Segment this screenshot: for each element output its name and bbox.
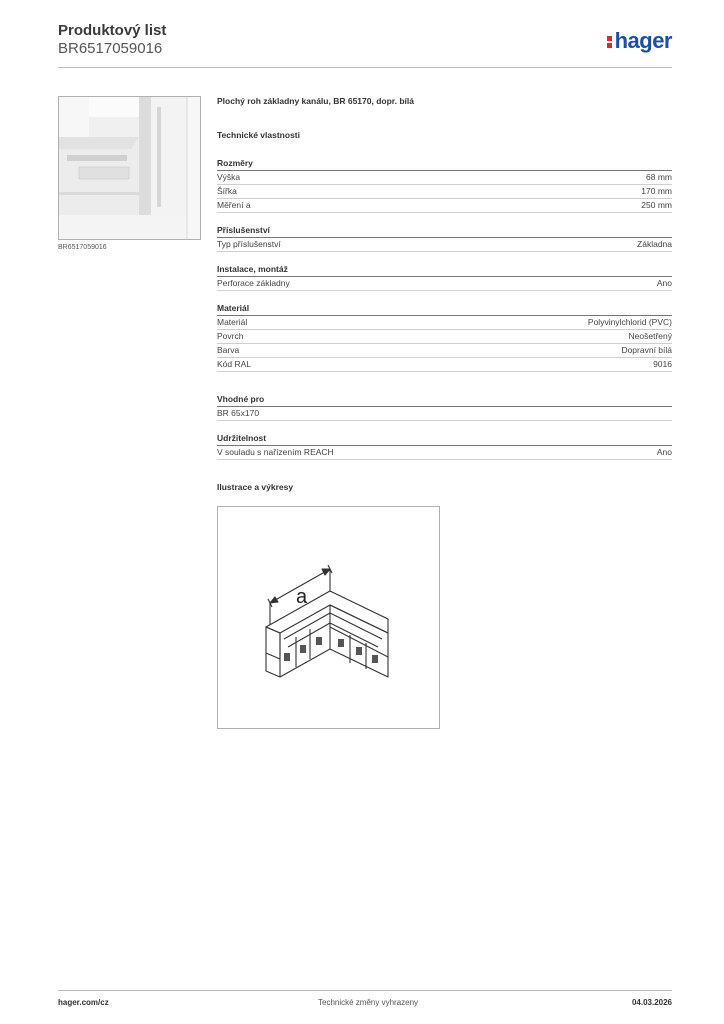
spec-label: Perforace základny [217, 278, 290, 288]
spec-value: Dopravní bílá [621, 345, 672, 355]
corner-drawing [218, 507, 439, 728]
spec-row [217, 344, 672, 358]
footer-date: 04.03.2026 [631, 998, 672, 1007]
spec-value: 9016 [653, 359, 672, 369]
spec-label: Typ příslušenství [217, 239, 281, 249]
spec-value: Ano [656, 278, 672, 288]
spec-label: BR 65x170 [217, 408, 260, 418]
section-installation [217, 264, 672, 291]
spec-row [217, 358, 672, 372]
spec-row [217, 330, 672, 344]
section-material [217, 303, 672, 372]
spec-row [217, 171, 672, 185]
cable-duct-corner-photo [59, 97, 201, 240]
logo-colon-icon [607, 33, 613, 49]
spec-row [217, 316, 672, 330]
spec-row [217, 238, 672, 252]
document-code: BR6517059016 [58, 40, 163, 57]
spec-row [217, 199, 672, 213]
footer-divider [58, 990, 672, 991]
footer-notice: Technické změny vyhrazeny [318, 998, 419, 1007]
spec-label: Kód RAL [217, 359, 252, 369]
section-title: Vhodné pro [217, 394, 672, 407]
section-title: Udržitelnost [217, 433, 672, 446]
section-title: Příslušenství [217, 225, 672, 238]
spec-value: Ano [656, 447, 672, 457]
illustrations-title: Ilustrace a výkresy [217, 482, 294, 492]
spec-row [217, 446, 672, 460]
section-dimensions [217, 158, 672, 213]
spec-label: Měření a [217, 200, 251, 210]
spec-label: Barva [217, 345, 240, 355]
section-suitable-for [217, 394, 672, 421]
section-accessories [217, 225, 672, 252]
product-name: Plochý roh základny kanálu, BR 65170, dopr. bílá [217, 96, 414, 106]
section-title: Rozměry [217, 158, 672, 171]
spec-label: Výška [217, 172, 241, 182]
spec-row [217, 185, 672, 199]
technical-properties-title: Technické vlastnosti [217, 130, 300, 140]
section-sustainability [217, 433, 672, 460]
spec-value: Polyvinylchlorid (PVC) [587, 317, 672, 327]
section-title: Materiál [217, 303, 672, 316]
spec-row [217, 277, 672, 291]
page-header [58, 20, 672, 68]
spec-label: Šířka [217, 186, 237, 196]
spec-row [217, 407, 672, 421]
product-image-caption: BR6517059016 [58, 244, 107, 251]
specifications [217, 96, 672, 496]
spec-value: 250 mm [641, 200, 672, 210]
footer-website-link[interactable]: hager.com/cz [58, 998, 109, 1007]
spec-label: Povrch [217, 331, 244, 341]
document-type: Produktový list [58, 22, 167, 39]
spec-value: 170 mm [641, 186, 672, 196]
spec-value: Základna [637, 239, 672, 249]
product-image [58, 96, 201, 240]
spec-value: 68 mm [646, 172, 672, 182]
spec-label: V souladu s nařízením REACH [217, 447, 334, 457]
header-divider [58, 67, 672, 68]
spec-label: Materiál [217, 317, 248, 327]
technical-drawing [217, 506, 440, 729]
dimension-a-label: a [296, 586, 308, 608]
spec-value: Neošetřený [628, 331, 672, 341]
hager-logo[interactable]: hager [607, 28, 672, 54]
section-title: Instalace, montáž [217, 264, 672, 277]
